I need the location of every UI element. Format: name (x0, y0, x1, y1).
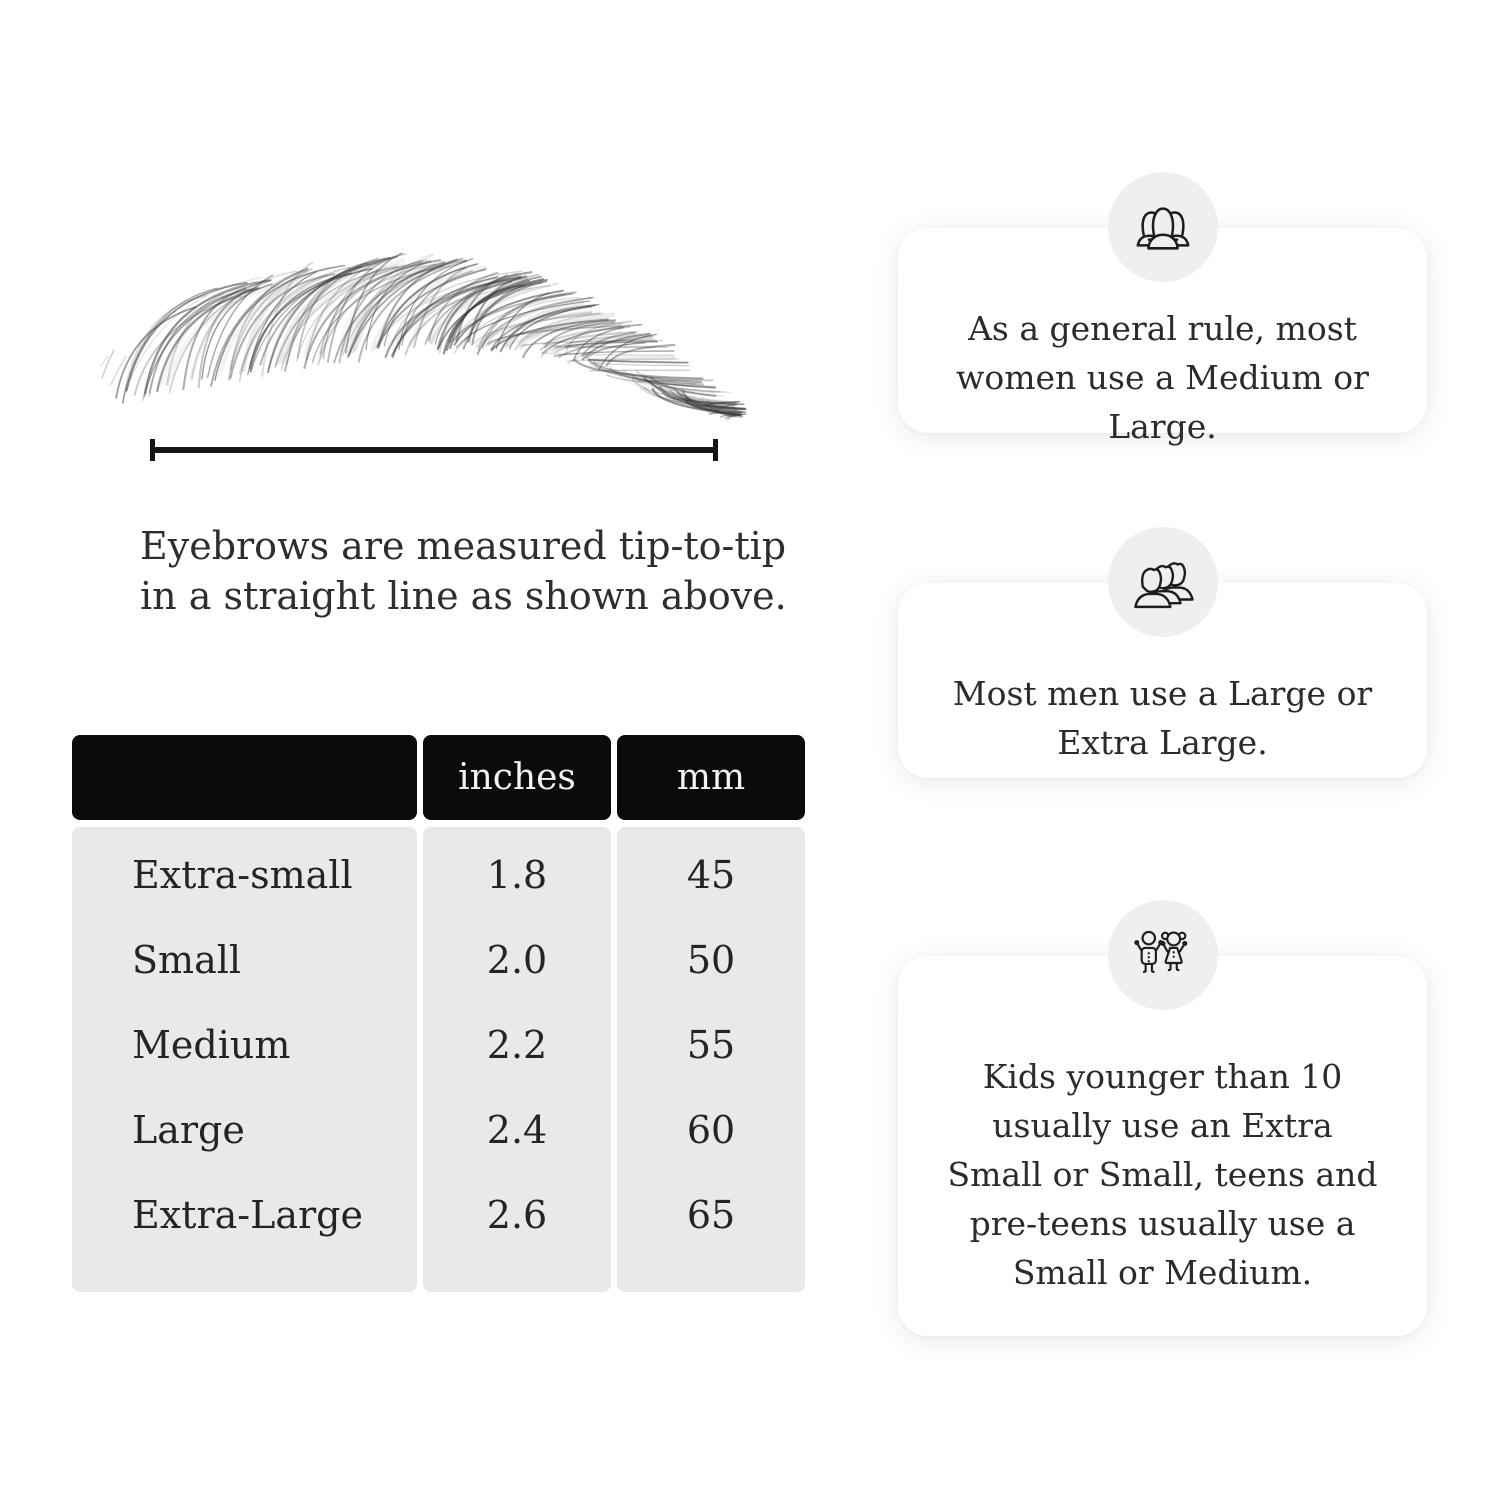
size-table (72, 735, 805, 1292)
inches-value: 2.2 (486, 1022, 548, 1067)
size-table-header-mm: mm (617, 735, 805, 820)
kids-icon-circle (1108, 900, 1218, 1010)
mm-value: 65 (686, 1192, 736, 1237)
inches-value: 2.4 (486, 1107, 548, 1152)
men-group-icon (1128, 552, 1198, 612)
info-card-kids (898, 956, 1427, 1336)
kids-icon (1131, 926, 1195, 984)
size-table-column-mm (617, 827, 805, 1292)
size-label: Large (132, 1107, 245, 1152)
size-label: Medium (132, 1022, 291, 1067)
mm-value: 55 (686, 1022, 736, 1067)
size-label: Extra-small (132, 852, 353, 897)
size-table-column-inches (423, 827, 611, 1292)
mm-value: 60 (686, 1107, 736, 1152)
women-card-text: As a general rule, most women use a Medium or Large. (956, 309, 1369, 446)
measurement-line-left-tick (150, 439, 155, 461)
women-icon-circle (1108, 172, 1218, 282)
measurement-caption-line2: in a straight line as shown above. (140, 574, 787, 618)
size-label: Extra-Large (132, 1192, 363, 1237)
women-group-icon (1130, 196, 1196, 258)
mm-value: 45 (686, 852, 736, 897)
eyebrow-illustration (100, 228, 760, 443)
info-card-women (898, 228, 1427, 446)
measurement-line (150, 447, 718, 453)
inches-value: 2.0 (486, 937, 548, 982)
men-card-text: Most men use a Large or Extra Large. (952, 674, 1373, 762)
info-card-men (898, 583, 1427, 778)
size-table-header-size (72, 735, 417, 820)
measurement-line-right-tick (713, 439, 718, 461)
size-table-header-inches: inches (423, 735, 611, 820)
mm-value: 50 (686, 937, 736, 982)
size-table-column-sizes (72, 827, 417, 1292)
inches-value: 2.6 (486, 1192, 548, 1237)
measurement-caption (140, 521, 787, 621)
inches-value: 1.8 (486, 852, 548, 897)
measurement-caption-line1: Eyebrows are measured tip-to-tip (140, 524, 787, 568)
men-icon-circle (1108, 527, 1218, 637)
size-label: Small (132, 937, 242, 982)
kids-card-text: Kids younger than 10 usually use an Extra Small or Small, teens and pre-teens usually use a Small or Medium. (947, 1057, 1378, 1292)
